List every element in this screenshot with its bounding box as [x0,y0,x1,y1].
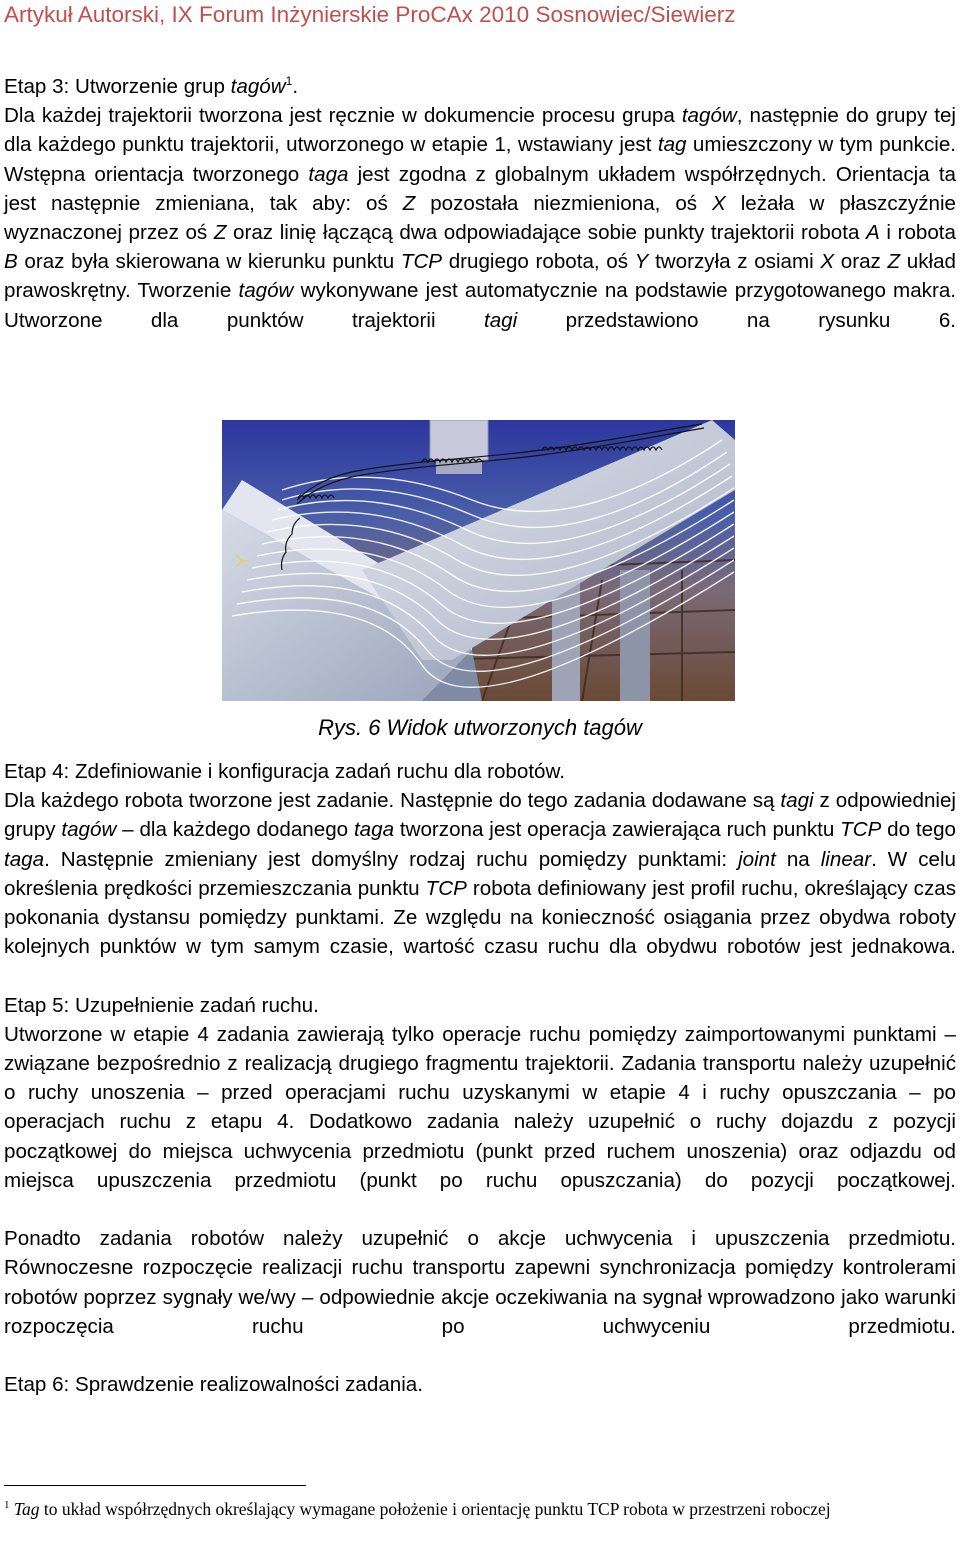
footnote-number: 1 [4,1499,10,1512]
footnote-divider [4,1485,306,1486]
tags-render-image [222,420,735,701]
paragraph: Dla każdej trajektorii tworzona jest ręcznie w dokumencie procesu grupa tagów, następnie do grupy tej dla każdego punktu trajektorii, utworzonego w etapie 1, wstawiany jest tag umieszczony w tym punkcie. Wstępna orientacja tworzonego taga jest zgodna z globalnym układem współrzędnych. Orientacja ta jest następnie zmieniana, tak aby: oś Z pozostała niezmieniona, oś X leżała w płaszczyźnie wyznaczonej przez oś Z oraz linię łączącą dwa odpowiadające sobie punkty trajektorii robota A i robota B oraz była skierowana w kierunku punktu TCP drugiego robota, oś Y tworzyła z osiami X oraz Z układ prawoskrętny. Tworzenie tagów wykonywane jest automatycznie na podstawie przygotowanego makra. Utworzone dla punktów trajektorii tagi przedstawiono na rysunku 6. [4,104,956,332]
section-heading: Etap 3: Utworzenie grup tagów$^1$. [4,74,299,98]
figure-caption: Rys. 6 Widok utworzonych tagów [318,715,642,740]
section-heading: Etap 5: Uzupełnienie zadań ruchu. [4,993,319,1017]
section-etap-4-6 [4,757,956,1399]
footnote-term: Tag [13,1499,40,1519]
paragraph: Ponadto zadania robotów należy uzupełnić o akcje uchwycenia i upuszczenia przedmiotu. Równoczesne rozpoczęcie realizacji ruchu transportu zapewni synchronizacja pomiędzy kontrolerami robotów poprzez sygnały we/wy – odpowiednie akcje oczekiwania na sygnał wprowadzono jako warunki rozpoczęcia ruchu po uchwyceniu przedmiotu. [4,1227,956,1338]
running-header: Artykuł Autorski, IX Forum Inżynierskie ProCAx 2010 Sosnowiec/Siewierz [4,2,736,27]
section-heading: Etap 6: Sprawdzenie realizowalności zadania. [4,1373,423,1397]
footnote-text: to układ współrzędnych określający wymagane położenie i orientację punktu TCP robota w przestrzeni roboczej [39,1499,831,1519]
footnote-reference[interactable]: 1 [285,74,293,89]
footnote [4,1496,944,1522]
robot-tool [430,420,488,460]
section-heading: Etap 4: Zdefiniowanie i konfiguracja zadań ruchu dla robotów. [4,760,565,783]
section-etap-3 [4,72,956,364]
figure-tags-render [222,420,735,701]
paragraph: Dla każdego robota tworzone jest zadanie. Następnie do tego zadania dodawane są tagi z odpowiedniej grupy tagów – dla każdego dodanego taga tworzona jest operacja zawierająca ruch punktu TCP do tego taga. Następnie zmieniany jest domyślny rodzaj ruchu pomiędzy punktami: joint na linear. W celu określenia prędkości przemieszczania punktu TCP robota definiowany jest profil ruchu, określający czas pokonania dystansu pomiędzy punktami. Ze względu na konieczność osiągania przez obydwa roboty kolejnych punktów w tym samym czasie, wartość czasu ruchu dla obydwu robotów jest jednakowa. [4,789,956,959]
paragraph: Utworzone w etapie 4 zadania zawierają tylko operacje ruchu pomiędzy zaimportowanymi punktami – związane bezpośrednio z realizacją drugiego fragmentu trajektorii. Zadania transportu należy uzupełnić o ruchy unoszenia – przed operacjami ruchu uzyskanymi w etapie 4 i ruchy opuszczania – po operacjach ruchu z etapu 4. Dodatkowo zadania należy uzupełnić o ruchy dojazdu z pozycji początkowej do miejsca uchwycenia przedmiotu (punkt przed ruchem unoszenia) oraz odjazdu od miejsca upuszczenia przedmiotu (punkt po ruchu opuszczania) do pozycji początkowej. [4,1022,956,1192]
